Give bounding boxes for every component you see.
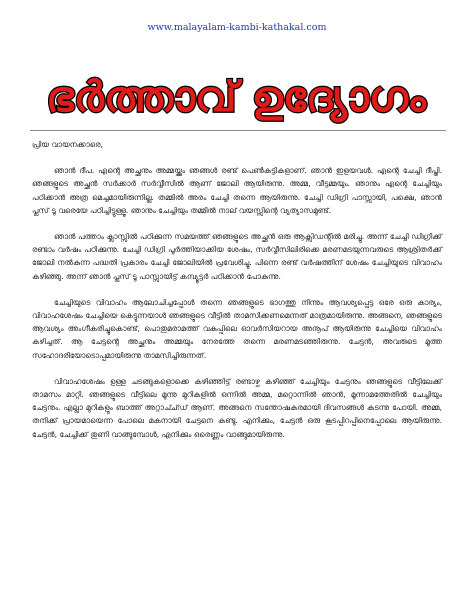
paragraph: വിവാഹശേഷം ഉള്ള ചടങ്ങുകളൊക്കെ കഴിഞ്ഞിട്ട് രണ്ടാഴ്ച കഴിഞ്ഞ് ചേച്ചിയും ചേട്ടനും ഞങ്ങളുടെ വീട്ടിലേക്ക് താമസം മാറ്റി. ഞങ്ങളുടെ വീട്ടിലെ മൂന്നു മുറികളിൽ ഒന്നിൽ അമ്മ, മറ്റൊന്നിൽ ഞാൻ, മൂന്നാമത്തേതിൽ ചേച്ചിയും ചേട്ടനും. എല്ലാ മുറികളും ബാത്ത് അറ്റാച്ച്ഡ് ആണ്. അങ്ങനെ സന്തോഷകരമായി ദിവസങ്ങൾ കടന്നു പോയി. അമ്മ, തനിക്ക് പ്രായമായെന്ന പോലെ മകനായി ചേട്ടനെ കണ്ടു. എനിക്കും, ചേട്ടൻ ഒരു കൂടപ്പിറപ്പിനെപ്പോലെ ആയിരുന്നു. ചേട്ടൻ, ചേച്ചിക്ക് തുണി വാങ്ങുമ്പോൾ, എനിക്കും ഒരെണ്ണം വാങ്ങുമായിരുന്നു. — [32, 376, 442, 439]
paragraph: ചേച്ചിയുടെ വിവാഹം ആലോചിച്ചപ്പോൾ തന്നെ ഞങ്ങളുടെ ഭാഗത്തു നിന്നും ആവശ്യപ്പെട്ട ഒരേ ഒരു കാര്യം, വിവാഹശേഷം ചേച്ചിയെ കെട്ടുന്നയാൾ ഞങ്ങളുടെ വീട്ടിൽ താമസിക്കണമെന്നത് മാത്രമായിരുന്നു. അങ്ങനെ, ഞങ്ങളുടെ ആവശ്യം അംഗീകരിച്ചുകൊണ്ട്, പൊതുമരാമത്ത് വകുപ്പിലെ ഓവർസിയറായ അനൂപ് ആയിരുന്നു ചേച്ചിയെ വിവാഹം കഴിച്ചത്. ആ ചേട്ടന്റെ അച്ഛനും അമ്മയും നേരത്തേ തന്നെ മരണമടഞ്ഞിരുന്നു. ചേട്ടൻ, അവരുടെ മൂത്ത സഹോദരിയോടൊപ്പമായിരുന്നു താമസിച്ചിരുന്നത്. — [32, 297, 442, 360]
title-banner-graphic — [40, 66, 432, 124]
title-banner — [40, 66, 432, 124]
salutation: പ്രിയ വായനക്കാരെ, — [32, 140, 103, 149]
paragraph: ഞാൻ ദീപ. എന്റെ അച്ഛനും അമ്മയ്ക്കും ഞങ്ങൾ രണ്ട് പെൺകുട്ടികളാണ്. ഞാൻ ഇളയവൾ. എന്റെ ചേച്ചി ദീപ്തി. ഞങ്ങളുടെ അച്ഛൻ സർക്കാർ സർവ്വീസിൽ ആണ് ജോലി ആയിരുന്നു. അമ്മ, വീട്ടമ്മയും. ഞാനും എന്റെ ചേച്ചിയും പഠിക്കാൻ അത്ര മെച്ചമായിരുന്നില്ല. തമ്മിൽ അരം ചേച്ചി തന്നെ ആയിരുന്നു. ചേച്ചി ഡിഗ്രി പാസ്സായി, പക്ഷെ, ഞാൻ പ്ലസ് ടൂ വരെയേ പഠിച്ചിട്ടുള്ളൂ. ഞാനും ചേച്ചിയും തമ്മിൽ നാല് വയസ്സിന്റെ വ്യത്യാസമുണ്ട്. — [32, 166, 442, 215]
site-url[interactable]: www.malayalam-kambi-kathakal.com — [147, 22, 327, 33]
header-divider — [30, 130, 446, 131]
article-body — [32, 138, 442, 454]
paragraph: ഞാൻ പത്താം ക്ലാസ്സിൽ പഠിക്കുന്ന സമയത്ത് ഞങ്ങളുടെ അച്ഛൻ ഒരു ആക്സിഡന്റിൽ മരിച്ചു. അന്ന് ചേച്ചി ഡിഗ്രിക്ക് രണ്ടാം വർഷം പഠിക്കുന്നു. ചേച്ചി ഡിഗ്രി പൂർത്തിയാക്കിയ ശേഷം, സർവ്വീസിലിരിക്കെ മരണമടയുന്നവരുടെ ആശ്രിതർക്ക് ജോലി നൽകുന്ന പദ്ധതി പ്രകാരം ചേച്ചി ജോലിയിൽ പ്രവേശിച്ചു. പിന്നെ രണ്ട് വർഷത്തിന് ശേഷം ചേച്ചിയുടെ വിവാഹം കഴിഞ്ഞു. അന്ന് ഞാൻ പ്ലസ് ടൂ പാസ്സായിട്ട് കമ്പ്യൂട്ടർ പഠിക്കാൻ പോകുന്നു. — [32, 232, 442, 281]
page-title: ഭർത്താവ് ഉദ്യോഗം — [46, 72, 417, 121]
